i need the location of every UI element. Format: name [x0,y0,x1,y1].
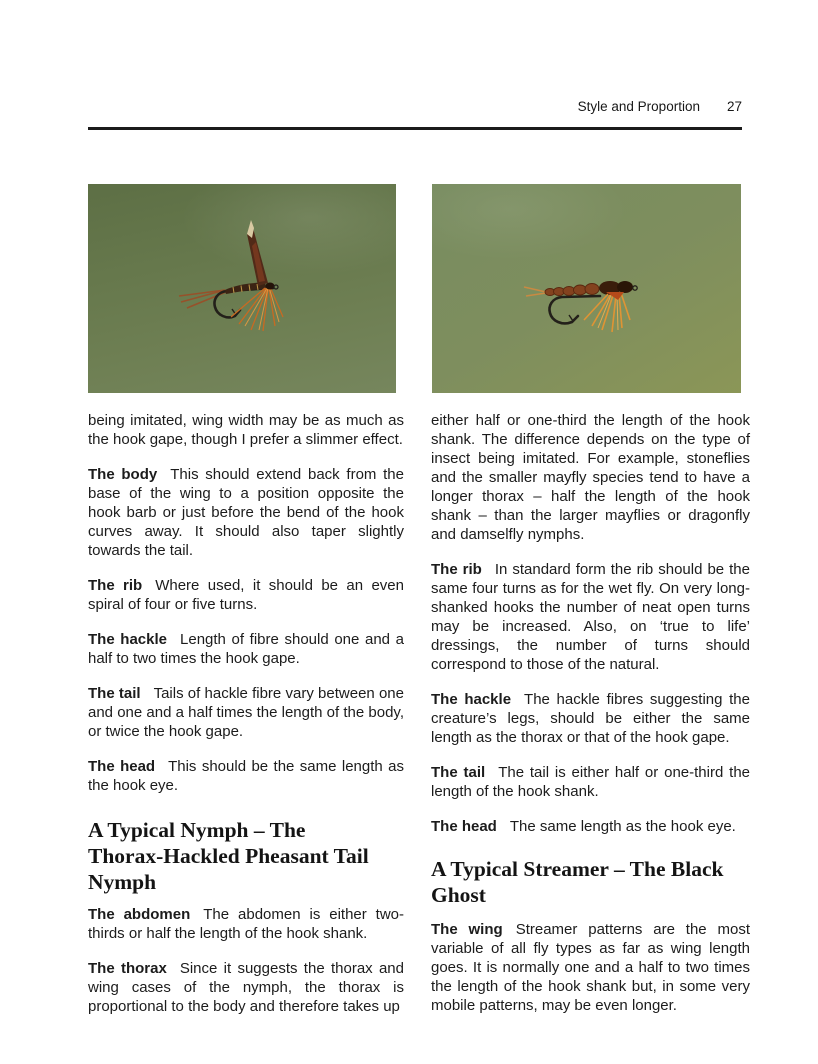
paragraph-lead: The tail [88,685,141,702]
paragraph-text: This should extend back from the base of the wing to a position opposite the hook barb or just before the bend of the hook curves away. It should also taper slightly towards the tail. [88,466,404,559]
section-heading-streamer [431,856,750,908]
nymph-fly-illustration [480,220,680,360]
paragraph [88,630,404,668]
wet-fly-illustration [173,212,373,352]
paragraph-text: Where used, it should be an even spiral of four or five turns. [88,577,404,613]
page-number: 27 [726,99,742,114]
page-header [578,99,742,114]
running-head: Style and Proportion [577,99,700,114]
paragraph-lead: The body [88,466,158,483]
section-heading-nymph [88,817,404,895]
paragraph [88,465,404,560]
right-column [431,411,750,1031]
heading-line: A Typical Streamer – The Black [431,857,724,881]
photo-wet-fly [88,184,396,393]
paragraph [431,411,750,544]
paragraph [431,690,750,747]
heading-line: Thorax-Hackled Pheasant Tail [88,844,369,868]
paragraph-text: The hackle fibres suggesting the creature’s legs, should be either the same length as the thorax or that of the hook gape. [431,691,750,746]
paragraph [88,959,404,1016]
paragraph-text: Length of fibre should one and a half to two times the hook gape. [88,631,404,667]
paragraph [88,757,404,795]
paragraph [88,411,404,449]
heading-line: Nymph [88,870,157,894]
paragraph-text: The abdomen is either two-thirds or half the length of the hook shank. [88,906,404,942]
paragraph-text: Since it suggests the thorax and wing cases of the nymph, the thorax is proportional to the body and therefore takes up [88,960,404,1015]
paragraph-lead: The rib [431,561,482,578]
paragraph [431,817,750,836]
paragraph-lead: The abdomen [88,906,191,923]
paragraph-lead: The wing [431,921,503,938]
left-column [88,411,404,1032]
paragraph-lead: The head [431,818,497,835]
paragraph [88,684,404,741]
paragraph-lead: The head [88,758,156,775]
paragraph [431,763,750,801]
heading-line: A Typical Nymph – The [88,818,306,842]
paragraph-text: The same length as the hook eye. [509,818,736,835]
paragraph-lead: The tail [431,764,486,781]
paragraph-lead: The hackle [431,691,512,708]
paragraph-text: Tails of hackle fibre vary between one and one and a half times the length of the body, or twice the hook gape. [88,685,404,740]
paragraph-text: This should be the same length as the hook eye. [88,758,404,794]
paragraph-lead: The rib [88,577,143,594]
paragraph-lead: The thorax [88,960,167,977]
photo-nymph-fly [432,184,741,393]
paragraph [88,905,404,943]
paragraph-text: Streamer patterns are the most variable of all fly types as far as wing length goes. It is normally one and a half to two times the length of the hook shank but, in some very mobile patterns, may be even longer. [431,921,751,1014]
paragraph [88,576,404,614]
header-rule [88,127,742,130]
heading-line: Ghost [431,883,486,907]
paragraph [431,920,750,1015]
paragraph-text: In standard form the rib should be the same four turns as for the wet fly. On very long-shanked hooks the number of neat open turns may be increased. Also, on ‘true to life’ dressings, the number of turns should correspond to those of the natural. [431,561,750,673]
paragraph-text: The tail is either half or one-third the length of the hook shank. [431,764,751,800]
paragraph [431,560,750,674]
paragraph-text: being imitated, wing width may be as much as the hook gape, though I prefer a slimmer effect. [88,412,404,448]
paragraph-lead: The hackle [88,631,168,648]
paragraph-text: either half or one-third the length of the hook shank. The difference depends on the type of insect being imitated. For example, stoneflies and the smaller mayfly species tend to have a longer thorax – half the length of the hook shank – than the larger mayflies or dragonfly and damselfly nymphs. [431,412,750,543]
